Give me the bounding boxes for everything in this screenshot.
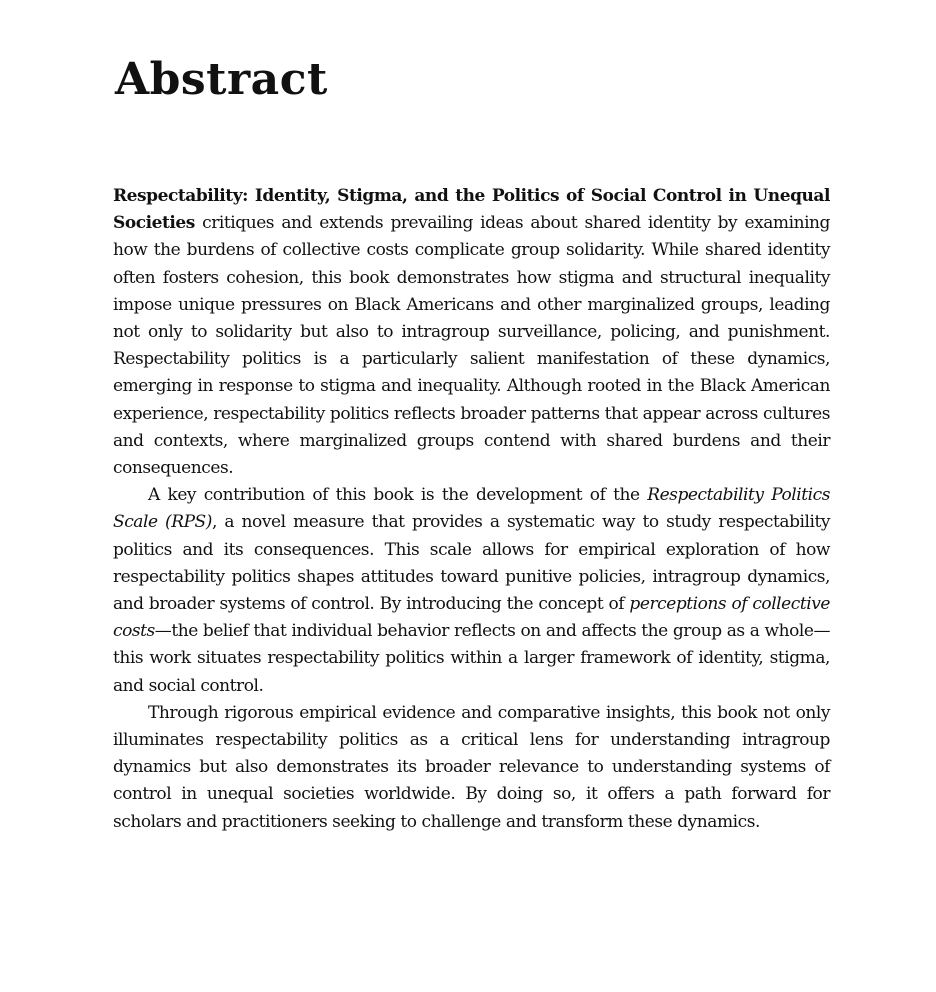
document-page [113, 0, 830, 992]
scale-name: Respectability Politics Scale (RPS) [113, 485, 830, 533]
paragraph-2-text-1: A key contribution of this book is the development of the [148, 485, 648, 506]
paragraph-2 [113, 482, 830, 700]
paragraph-2-text-3: —the belief that individual behavior reflects on and affects the group as a whole—this work situates respectability politics within a larger framework of identity, stigma, and social control. [113, 621, 830, 696]
paragraph-1-text: critiques and extends prevailing ideas about shared identity by examining how the burdens of collective costs complicate group solidarity. While shared identity often fosters cohesion, this book demonstrates how stigma and structural inequality impose unique pressures on Black Americans and other marginalized groups, leading not only to solidarity but also to intragroup surveillance, policing, and punishment. Respectability politics is a particularly salient manifestation of these dynamics, emerging in response to stigma and inequality. Although rooted in the Black American experience, respectability politics reflects broader patterns that appear across cultures and contexts, where marginalized groups contend with shared burdens and their consequences. [113, 213, 830, 479]
book-title: Respectability: Identity, Stigma, and the Politics of Social Control in Unequal Societies [113, 186, 830, 234]
abstract-body [113, 183, 830, 836]
page-title: Abstract [115, 54, 328, 105]
paragraph-2-text-2: , a novel measure that provides a systematic way to study respectability politics and its consequences. This scale allows for empirical exploration of how respectability politics shapes attitudes toward punitive policies, intragroup dynamics, and broader systems of control. By introducing the concept of [113, 512, 830, 615]
paragraph-3-text: Through rigorous empirical evidence and comparative insights, this book not only illuminates respectability politics as a critical lens for understanding intragroup dynamics but also demonstrates its broader relevance to understanding systems of control in unequal societies worldwide. By doing so, it offers a path forward for scholars and practitioners seeking to challenge and transform these dynamics. [113, 702, 830, 832]
concept-term: perceptions of collective costs [113, 594, 830, 642]
paragraph-3 [113, 700, 830, 836]
paragraph-1 [113, 183, 830, 482]
